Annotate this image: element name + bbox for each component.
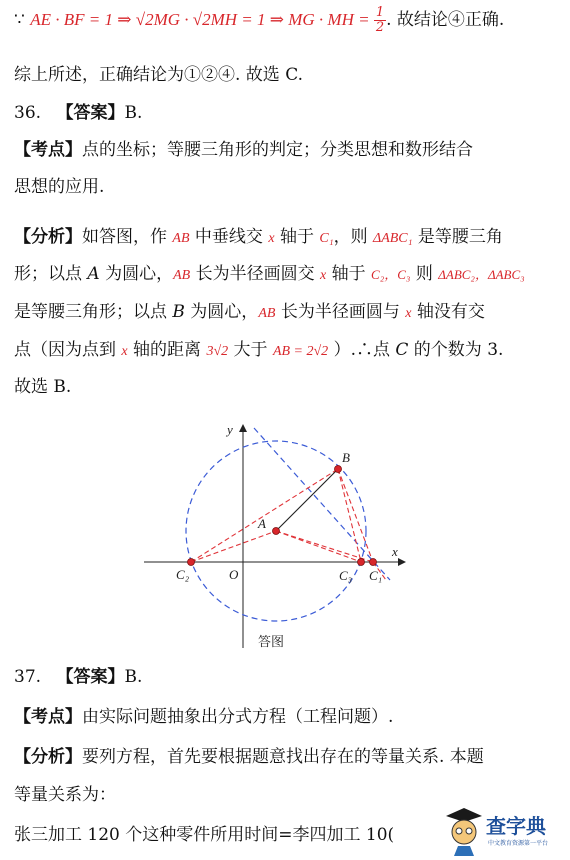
- q37-number: 37.: [14, 667, 42, 687]
- q37-answer-tag: 【答案】: [56, 667, 125, 687]
- red-dashed-lines: [191, 469, 386, 580]
- q36-analysis-line-4: 点（因为点到 x 轴的距离 3√2 大于 AB = 2√2 ）.∴点 C 的个数为 3.: [14, 340, 504, 360]
- conclusion-4-line: [14, 6, 504, 35]
- equation-text: AE · BF = 1 ⇒ √2MG · √2MH = 1 ⇒ MG · MH =: [30, 10, 374, 29]
- point-c2: [188, 559, 195, 566]
- point-a: [273, 528, 280, 535]
- q36-analysis-line-3: 是等腰三角形；以点 B 为圆心，AB 长为半径画圆与 x 轴没有交: [14, 302, 485, 322]
- q37-answer-line: [14, 666, 142, 688]
- q36-answer: B.: [124, 103, 143, 123]
- q37-fenxi-tag: 【分析】: [14, 747, 82, 767]
- label-b: B: [342, 450, 350, 465]
- q36-kaodian-line-2: 思想的应用.: [14, 177, 105, 197]
- geometry-figure: [140, 418, 410, 658]
- label-c2: C₂: [176, 567, 190, 582]
- point-c1: [370, 559, 377, 566]
- label-o: O: [229, 567, 239, 582]
- q36-analysis-line-1: 【分析】如答图，作 AB 中垂线交 x 轴于 C₁，则 ΔABC₁ 是等腰三角: [14, 227, 503, 247]
- q36-analysis-line-5: 故选 B.: [14, 377, 72, 397]
- figure-caption: 答图: [258, 634, 285, 649]
- point-c3: [358, 559, 365, 566]
- q36-kaodian-line: 【考点】点的坐标；等腰三角形的判定；分类思想和数形结合: [14, 140, 473, 160]
- point-b: [335, 466, 342, 473]
- label-c1: C₁: [369, 568, 383, 583]
- q37-analysis-line-3: 张三加工 120 个这种零件所用时间=李四加工 10(: [14, 825, 395, 845]
- q36-analysis-line-2: 形；以点 A 为圆心，AB 长为半径画圆交 x 轴于 C₂，C₃ 则 ΔABC₂，ΔABC₃: [14, 264, 525, 284]
- label-a: A: [258, 516, 266, 531]
- q36-answer-tag: 【答案】: [56, 103, 125, 123]
- label-x: x: [392, 544, 398, 559]
- label-y: y: [227, 422, 233, 437]
- because-symbol: ∵: [14, 10, 25, 30]
- fraction-one-half: $\frac{1}{2}$: [375, 5, 385, 35]
- q36-kaodian-tag: 【考点】: [14, 140, 82, 160]
- q37-kaodian-line: 【考点】由实际问题抽象出分式方程（工程问题）.: [14, 707, 394, 727]
- perpendicular-bisector: [254, 428, 390, 580]
- y-axis-arrow: [239, 424, 247, 432]
- q37-answer: B.: [124, 667, 143, 687]
- segment-ab: [276, 469, 338, 531]
- conclusion-4-text: . 故结论④正确.: [386, 10, 505, 30]
- q37-analysis-line-2: 等量关系为：: [14, 785, 116, 805]
- logo-text: 查字典: [486, 814, 546, 838]
- q37-analysis-line-1: 【分析】要列方程，首先要根据题意找出存在的等量关系. 本题: [14, 747, 484, 767]
- q36-fenxi-tag: 【分析】: [14, 227, 82, 247]
- q37-kaodian-tag: 【考点】: [14, 707, 82, 727]
- label-c3: C₃: [339, 568, 353, 583]
- q36-number: 36.: [14, 103, 42, 123]
- summary-line: 综上所述，正确结论为①②④. 故选 C.: [14, 65, 304, 85]
- chazidian-logo: [438, 804, 566, 856]
- x-axis-arrow: [398, 558, 406, 566]
- q36-answer-line: [14, 102, 142, 124]
- logo-subtext: 中文教育资源第一平台: [488, 840, 549, 847]
